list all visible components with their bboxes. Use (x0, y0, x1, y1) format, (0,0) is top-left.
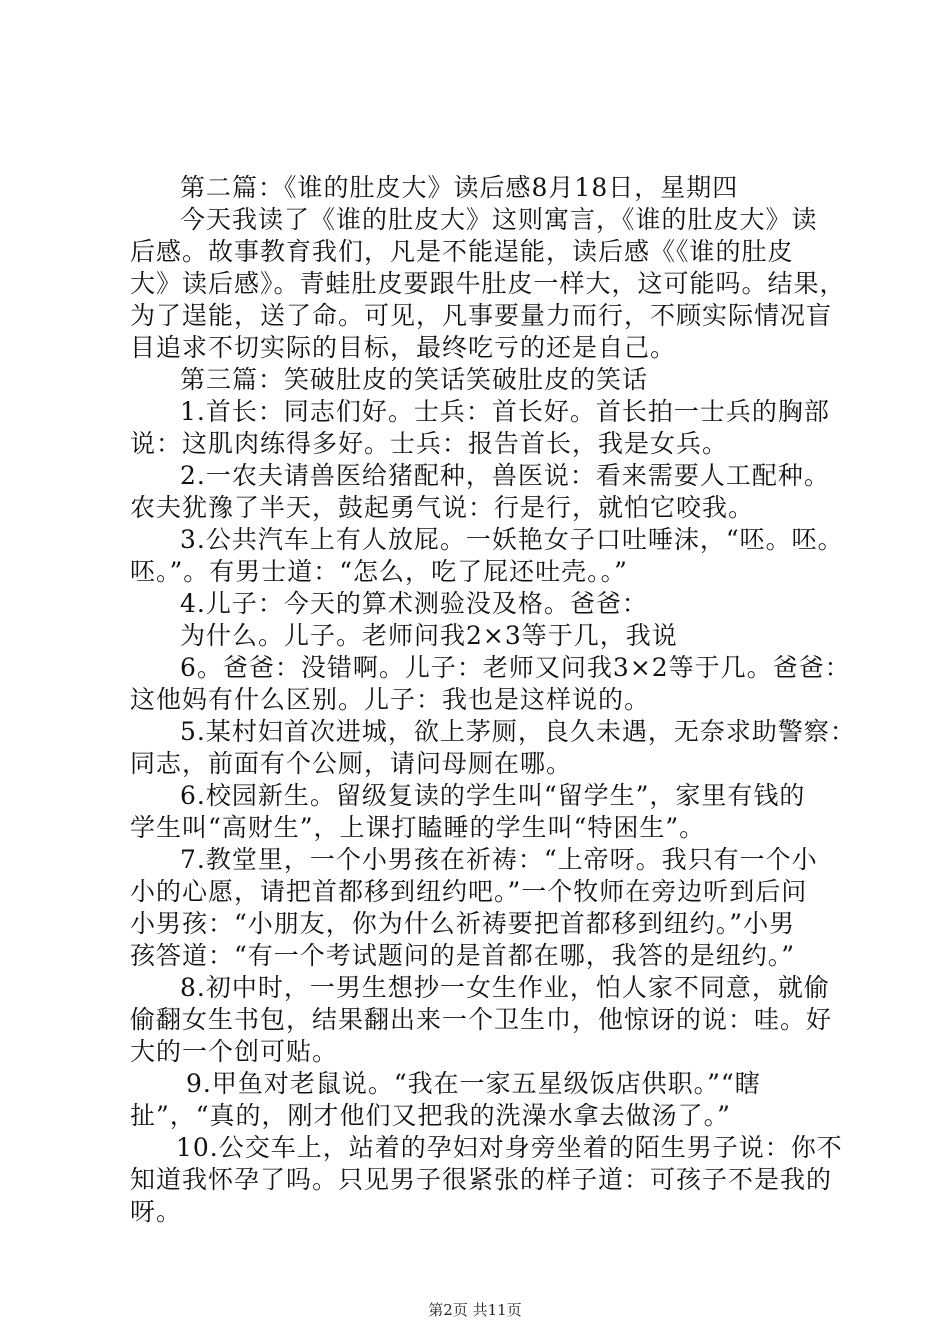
joke-9-line: 扯”，“真的，刚才他们又把我的洗澡水拿去做汤了。” (130, 1101, 731, 1130)
joke-7-line: 小的心愿，请把首都移到纽约吧。”一个牧师在旁边听到后问 (130, 877, 808, 906)
joke-3-line: 3.公共汽车上有人放屁。一妖艳女子口吐唾沫，“呸。呸。 (180, 525, 844, 554)
joke-4-line: 这他妈有什么区别。儿子：我也是这样说的。 (130, 685, 651, 714)
paragraph-line: 为了逞能，送了命。可见，凡事要量力而行，不顾实际情况盲 (130, 301, 833, 330)
joke-7-line: 小男孩：“小朋友，你为什么祈祷要把首都移到纽约。”小男 (130, 909, 796, 938)
paragraph-line: 大》读后感》。青蛙肚皮要跟牛肚皮一样大，这可能吗。结果， (130, 269, 846, 298)
joke-2-line: 农夫犹豫了半天，鼓起勇气说：行是行，就怕它咬我。 (130, 493, 755, 522)
section-3-heading: 第三篇：笑破肚皮的笑话笑破肚皮的笑话 (180, 365, 649, 394)
joke-6-line: 6.校园新生。留级复读的学生叫“留学生”，家里有钱的 (180, 781, 806, 810)
section-2-heading: 第二篇：《谁的肚皮大》读后感8月18日，星期四 (180, 173, 739, 202)
joke-4-line: 4.儿子：今天的算术测验没及格。爸爸： (180, 589, 648, 618)
joke-5-line: 5.某村妇首次进城，欲上茅厕，良久未遇，无奈求助警察： (180, 717, 856, 746)
joke-8-line: 8.初中时，一男生想抄一女生作业，怕人家不同意，就偷 (180, 973, 830, 1002)
joke-5-line: 同志，前面有个公厕，请问母厕在哪。 (130, 749, 573, 778)
joke-3-line: 呸。”。有男士道：“怎么，吃了屁还吐壳。。” (130, 557, 628, 586)
joke-6-line: 学生叫“高财生”，上课打瞌睡的学生叫“特困生”。 (130, 813, 706, 842)
joke-4-line: 6。爸爸：没错啊。儿子：老师又问我3×2等于几。爸爸： (180, 653, 851, 682)
joke-7-line: 孩答道：“有一个考试题问的是首都在哪，我答的是纽约。” (130, 941, 796, 970)
joke-4-line: 为什么。儿子。老师问我2×3等于几，我说 (180, 621, 678, 650)
joke-1-line: 1.首长：同志们好。士兵：首长好。首长拍一士兵的胸部 (180, 397, 830, 426)
joke-10-line: 10.公交车上，站着的孕妇对身旁坐着的陌生男子说：你不 (176, 1133, 843, 1162)
paragraph-line: 今天我读了《谁的肚皮大》这则寓言，《谁的肚皮大》读 (180, 205, 818, 234)
joke-1-line: 说：这肌肉练得多好。士兵：报告首长，我是女兵。 (130, 429, 729, 458)
joke-7-line: 7.教堂里，一个小男孩在祈祷：“上帝呀。我只有一个小 (180, 845, 818, 874)
paragraph-line: 目追求不切实际的目标，最终吃亏的还是自己。 (130, 333, 677, 362)
joke-9-line: 9.甲鱼对老鼠说。“我在一家五星级饭店供职。”“瞎 (186, 1069, 761, 1098)
joke-10-line: 呀。 (130, 1197, 183, 1226)
paragraph-line: 后感。故事教育我们，凡是不能逞能，读后感《《谁的肚皮 (130, 237, 794, 266)
joke-2-line: 2.一农夫请兽医给猪配种，兽医说：看来需要人工配种。 (180, 461, 830, 490)
page-footer: 第2页 共11页 (428, 1301, 522, 1319)
joke-10-line: 知道我怀孕了吗。只见男子很紧张的样子道：可孩子不是我的 (130, 1165, 833, 1194)
joke-8-line: 偷翻女生书包，结果翻出来一个卫生巾，他惊讶的说：哇。好 (130, 1005, 833, 1034)
joke-8-line: 大的一个创可贴。 (130, 1037, 339, 1066)
